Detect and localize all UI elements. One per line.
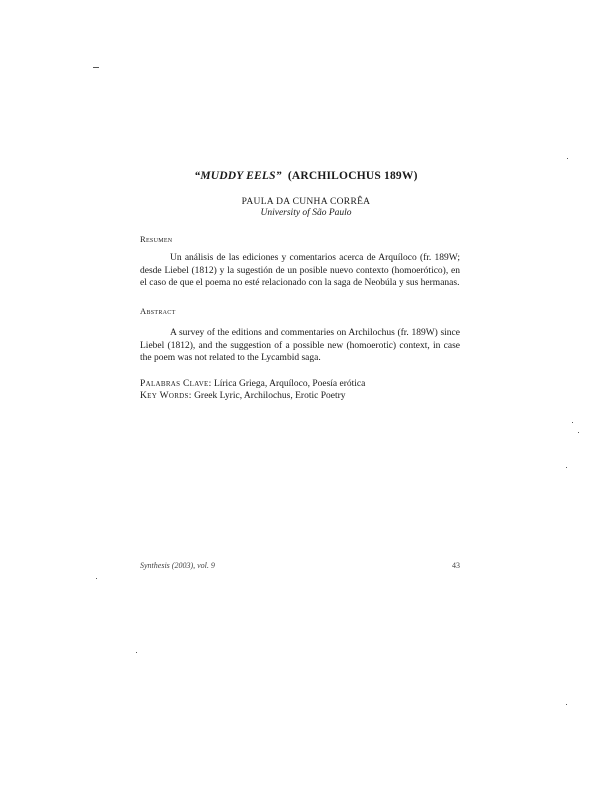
scan-speck [566, 704, 567, 705]
journal-citation: Synthesis (2003), vol. 9 [140, 561, 215, 570]
title-part-1: “MUDDY EELS” [194, 170, 282, 182]
keywords-es-label: Palabras Clave: [140, 379, 212, 389]
title-part-2: (ARCHILOCHUS 189W) [287, 170, 418, 182]
scan-speck [93, 67, 99, 68]
keywords-es-value: Lírica Griega, Arquíloco, Poesía erótica [213, 379, 366, 389]
scan-speck [578, 432, 579, 433]
article-title [0, 170, 612, 182]
keywords-en [140, 390, 346, 402]
scan-speck [566, 467, 567, 468]
abstract-body [140, 327, 460, 365]
scan-speck [96, 578, 97, 579]
resumen-heading: Resumen [140, 234, 173, 244]
page-number: 43 [452, 561, 460, 570]
author-name: PAULA DA CUNHA CORRÊA [241, 197, 371, 207]
keywords-es [140, 378, 365, 390]
keywords-en-value: Greek Lyric, Archilochus, Erotic Poetry [194, 391, 346, 401]
abstract-line: the poem was not related to the Lycambid saga. [140, 353, 321, 363]
scan-speck [567, 158, 568, 159]
abstract-heading: Abstract [140, 306, 176, 316]
keywords-en-label: Key Words: [140, 391, 192, 401]
resumen-line: desde Liebel (1812) y la sugestión de un posible nuevo contexto (homoerótico), en [140, 265, 460, 276]
abstract-line: A survey of the editions and commentaries on Archilochus (fr. 189W) since [170, 328, 460, 338]
abstract-line: Liebel (1812), and the suggestion of a possible new (homoerotic) context, in case [140, 340, 460, 351]
scan-speck [572, 422, 573, 423]
page-footer [140, 561, 460, 570]
resumen-body [140, 252, 460, 290]
resumen-line: Un análisis de las ediciones y comentarios acerca de Arquíloco (fr. 189W; [170, 253, 460, 263]
resumen-line: el caso de que el poema no esté relacionado con la saga de Neobúla y sus hermanas. [140, 278, 460, 288]
scan-speck [136, 652, 137, 653]
author-affiliation: University of São Paulo [260, 208, 352, 218]
